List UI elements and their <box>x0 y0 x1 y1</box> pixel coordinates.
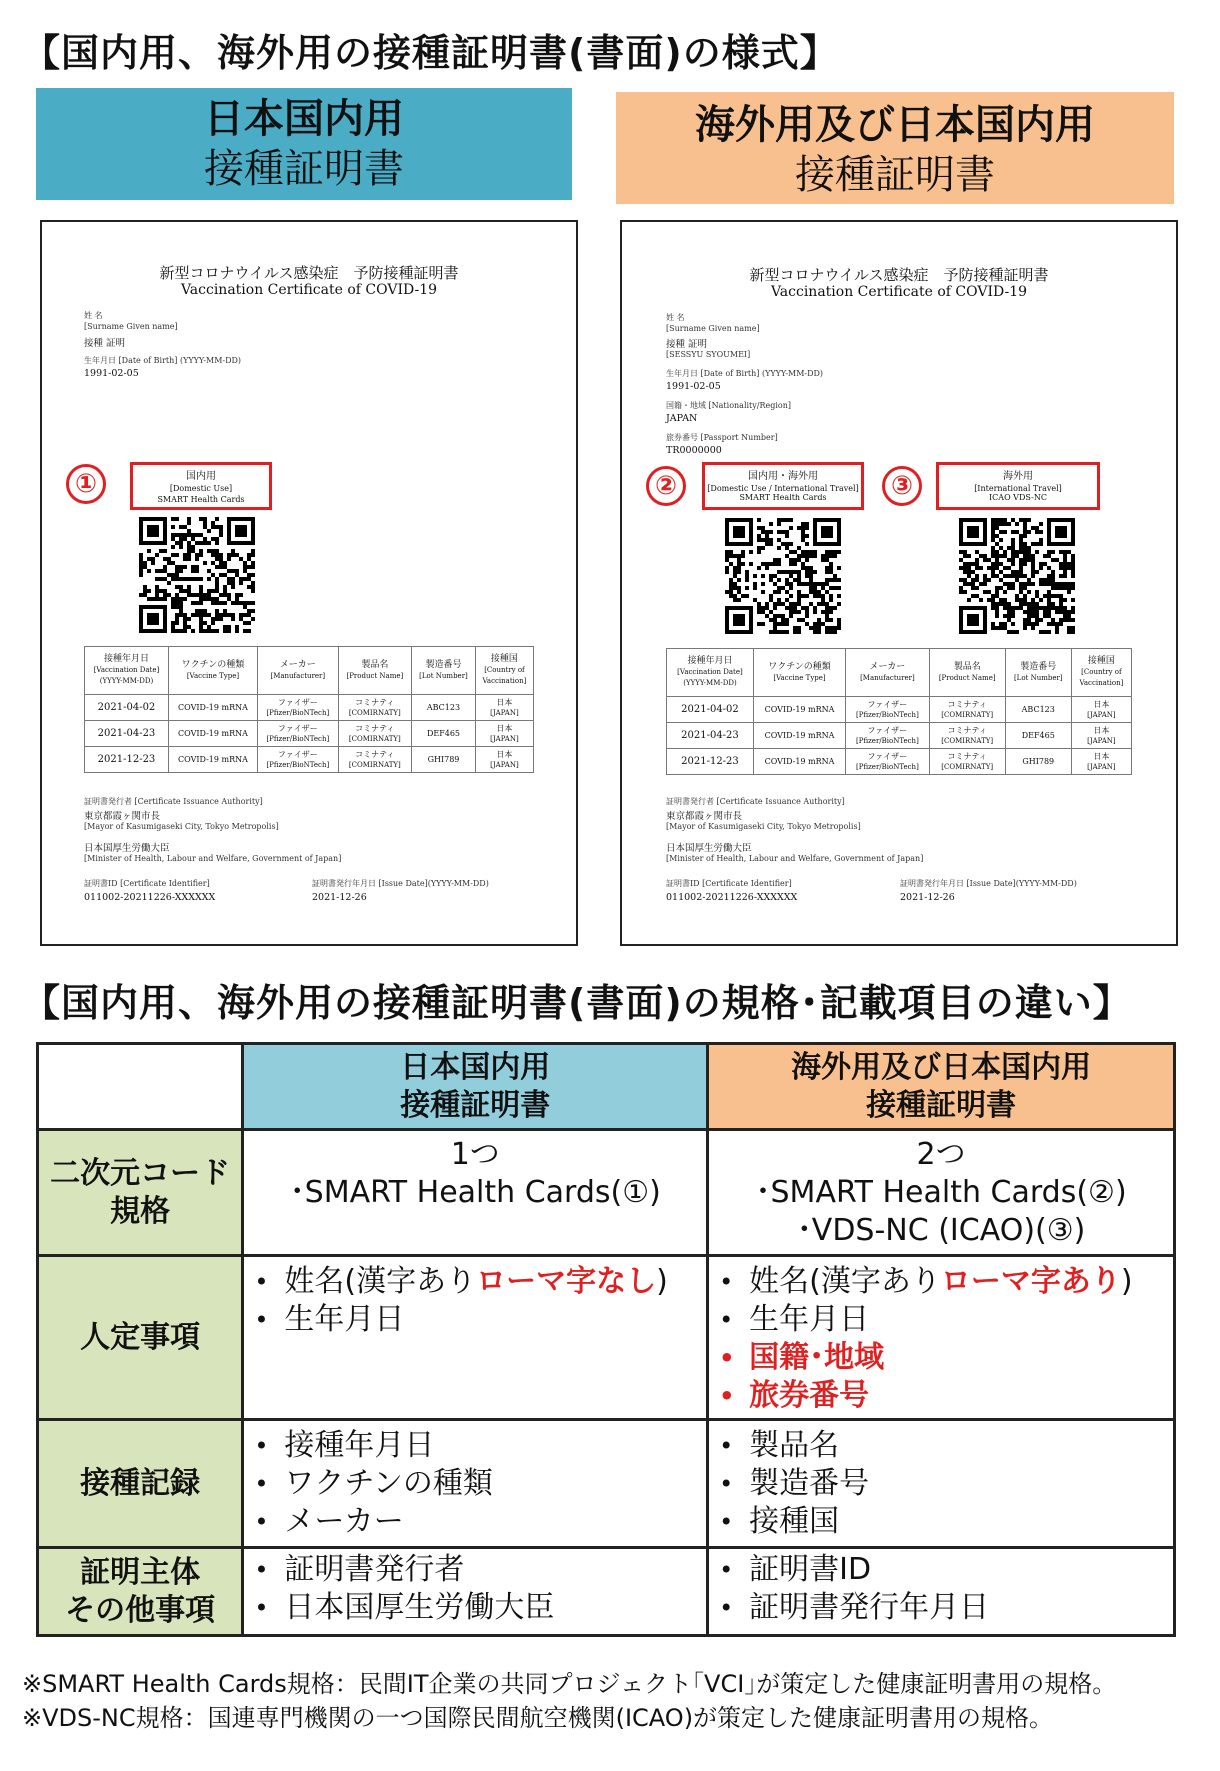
cell-text: [JAPAN] <box>490 734 519 743</box>
cell-l2: ･SMART Health Cards(②) <box>755 1174 1127 1210</box>
dob-label: 生年月日 [Date of Birth] (YYYY-MM-DD) <box>666 369 824 378</box>
cell-text: GHI789 <box>1022 756 1055 766</box>
bullet-dob: • 生年月日 <box>254 1301 706 1339</box>
cell-text: COVID-19 mRNA <box>178 728 248 738</box>
bullet-item: • メーカー <box>254 1503 706 1541</box>
vaccination-cell <box>667 749 754 775</box>
vaccination-cell <box>475 721 533 747</box>
vaccination-cell <box>412 695 476 721</box>
qr-label-l2: [International Travel] <box>974 484 1062 493</box>
issuer-value-en: [Mayor of Kasumigaseki City, Tokyo Metropolis] <box>666 822 861 831</box>
header-line: [Manufacturer] <box>270 671 326 680</box>
cell-text: DEF465 <box>1021 730 1055 740</box>
header-line: 接種年月日 <box>103 654 149 664</box>
header-line: 製造番号 <box>1020 661 1057 672</box>
cell-personal-overseas <box>708 1256 1175 1420</box>
cell-text: 2021-04-02 <box>97 701 156 713</box>
bullet-item: • ワクチンの種類 <box>254 1465 706 1503</box>
header-line: Vaccination] <box>1079 679 1124 687</box>
cell-text: ABC123 <box>426 702 461 712</box>
cell-text: GHI789 <box>427 754 460 764</box>
header-line: 製品名 <box>361 659 389 670</box>
vaccination-cell <box>1005 697 1071 723</box>
vaccination-cell <box>168 747 257 773</box>
cell-text: [COMIRNATY] <box>941 736 994 745</box>
bullet-item: • 証明書発行年月日 <box>719 1589 1173 1627</box>
cell-record-domestic <box>243 1420 708 1548</box>
cell-text: [COMIRNATY] <box>348 760 401 769</box>
cell-text: ファイザー <box>867 725 908 735</box>
cell-text: ファイザー <box>867 699 908 709</box>
corner-cell <box>38 1044 243 1130</box>
cell-text: [COMIRNATY] <box>348 708 401 717</box>
passport-label: 旅券番号 [Passport Number] <box>666 433 778 442</box>
vaccination-col-header <box>929 649 1005 697</box>
header-line: [Country of <box>1081 668 1122 676</box>
banner-overseas <box>616 92 1174 204</box>
minister-en: [Minister of Health, Labour and Welfare, Government of Japan] <box>666 854 924 863</box>
cell-record-overseas <box>708 1420 1175 1548</box>
vaccination-table-overseas <box>666 648 1132 775</box>
banner-overseas-line2: 接種証明書 <box>795 152 995 198</box>
vaccination-col-header <box>846 649 930 697</box>
banner-domestic <box>36 88 572 200</box>
cell-text: 日本 <box>1093 699 1110 709</box>
header-line: [Product Name] <box>346 671 404 680</box>
vaccination-cell <box>1005 749 1071 775</box>
vaccination-row <box>667 723 1132 749</box>
col-head-domestic-l1: 日本国内用 <box>400 1049 551 1085</box>
cell-text: 日本 <box>1093 725 1110 735</box>
cert-id-label: 証明書ID [Certificate Identifier] <box>666 879 792 888</box>
with-roman-highlight: ローマ字あり <box>940 1264 1121 1299</box>
cell-text: COVID-19 mRNA <box>178 754 248 764</box>
header-line: 接種年月日 <box>687 656 733 666</box>
bullet-name: • 姓名(漢字ありローマ字あり) <box>719 1263 1173 1301</box>
qr-label-l1: 国内用・海外用 <box>748 471 818 482</box>
cell-text: コミナティ <box>947 699 987 709</box>
vaccination-row <box>667 749 1132 775</box>
name-value: 接種 証明 <box>666 339 708 350</box>
col-head-domestic-l2: 接種証明書 <box>400 1087 551 1123</box>
cell-l2: ･SMART Health Cards(①) <box>289 1174 661 1210</box>
cell-text: [Pfizer/BioNTech] <box>856 736 919 745</box>
row-head-2d-code <box>38 1130 243 1256</box>
qr-code-overseas-vdsnc <box>956 518 1078 634</box>
cell-issuer-domestic <box>243 1548 708 1636</box>
marker-1: ① <box>66 464 106 504</box>
vaccination-row <box>85 695 534 721</box>
header-line: メーカー <box>279 659 316 670</box>
cell-text: [JAPAN] <box>1087 762 1116 771</box>
vaccination-col-header <box>85 647 169 695</box>
cell-text: [JAPAN] <box>1087 736 1116 745</box>
cell-text: コミナティ <box>355 697 395 707</box>
passport-value: TR0000000 <box>666 445 722 456</box>
vaccination-cell <box>475 747 533 773</box>
banner-domestic-line1: 日本国内用 <box>204 96 404 142</box>
banner-overseas-line1: 海外用及び日本国内用 <box>695 102 1095 148</box>
cert-id-value: 011002-20211226-XXXXXX <box>666 892 798 903</box>
cell-text: コミナティ <box>355 749 395 759</box>
nationality-value: JAPAN <box>666 413 698 424</box>
minister-en: [Minister of Health, Labour and Welfare, Government of Japan] <box>84 854 342 863</box>
cell-text: ファイザー <box>867 751 908 761</box>
cell-text: COVID-19 mRNA <box>764 756 835 766</box>
qr-label-box-domestic <box>130 462 272 510</box>
header-line: [Country of <box>484 666 525 674</box>
vaccination-cell <box>338 721 411 747</box>
vaccination-cell <box>753 749 845 775</box>
vaccination-row <box>85 747 534 773</box>
bullet-item: • 接種年月日 <box>254 1427 706 1465</box>
row-personal-info <box>38 1256 1175 1420</box>
cell-text: 日本 <box>496 723 513 733</box>
header-line: 製造番号 <box>425 659 462 670</box>
header-line: ワクチンの種類 <box>181 659 245 670</box>
dob-value: 1991-02-05 <box>666 381 721 392</box>
cell-text: [Pfizer/BioNTech] <box>266 708 330 717</box>
cell-personal-domestic <box>243 1256 708 1420</box>
dob-value: 1991-02-05 <box>84 368 139 379</box>
cell-text: [Pfizer/BioNTech] <box>266 734 330 743</box>
cell-text: 2021-04-23 <box>97 727 156 739</box>
bullet-passport: • 旅券番号 <box>719 1377 1173 1415</box>
cell-text: [Pfizer/BioNTech] <box>856 710 919 719</box>
cell-text: ABC123 <box>1021 704 1055 714</box>
cert-id-label: 証明書ID [Certificate Identifier] <box>84 879 210 888</box>
header-line: メーカー <box>869 661 906 672</box>
vaccination-table-domestic <box>84 646 534 773</box>
comparison-header-row <box>38 1044 1175 1130</box>
vaccination-cell <box>257 695 338 721</box>
vaccination-row <box>85 721 534 747</box>
qr-label-box-overseas-a <box>702 462 864 510</box>
bullet-item: • 日本国厚生労働大臣 <box>254 1589 706 1627</box>
col-head-overseas-l1: 海外用及び日本国内用 <box>791 1049 1092 1085</box>
cell-l1: 2つ <box>916 1136 966 1172</box>
row-head-issuer-l2: その他事項 <box>65 1592 216 1628</box>
header-line: ワクチンの種類 <box>768 661 831 672</box>
vaccination-col-header <box>753 649 845 697</box>
cell-text: COVID-19 mRNA <box>764 704 835 714</box>
marker-3: ③ <box>882 466 922 506</box>
header-line: [Vaccination Date] <box>677 668 743 676</box>
row-head-2d-code-l2: 規格 <box>110 1193 171 1229</box>
vaccination-cell <box>667 723 754 749</box>
vaccination-col-header <box>338 647 411 695</box>
vaccination-col-header <box>257 647 338 695</box>
certificate-overseas <box>620 220 1178 946</box>
qr-label-l2: [Domestic Use / International Travel] <box>707 484 859 493</box>
cell-text: DEF465 <box>426 728 461 738</box>
vaccination-cell <box>412 721 476 747</box>
vaccination-cell <box>846 723 930 749</box>
qr-label-l3: ICAO VDS-NC <box>989 494 1047 502</box>
header-line: [Vaccine Type] <box>186 671 240 680</box>
vaccination-col-header <box>667 649 754 697</box>
cell-text: ファイザー <box>277 723 318 733</box>
footnote-shc: ※SMART Health Cards規格：民間IT企業の共同プロジェクト｢VCI｣が策定した健康証明書用の規格。 <box>22 1670 1117 1698</box>
bullet-item: • 証明書ID <box>719 1551 1173 1589</box>
vaccination-cell <box>753 697 845 723</box>
issuer-value: 東京都霞ヶ関市長 <box>666 811 743 822</box>
header-line: [Vaccination Date] <box>93 666 160 674</box>
row-head-issuer-l1: 証明主体 <box>80 1554 201 1590</box>
qr-label-l1: 国内用 <box>186 471 216 482</box>
vaccination-cell <box>412 747 476 773</box>
vaccination-cell <box>753 723 845 749</box>
header-line: (YYYY-MM-DD) <box>683 679 737 687</box>
cell-text: [JAPAN] <box>1087 710 1116 719</box>
header-line: (YYYY-MM-DD) <box>99 677 154 685</box>
vaccination-cell <box>257 747 338 773</box>
header-line: [Lot Number] <box>419 671 468 680</box>
section-heading-formats: 【国内用、海外用の接種証明書(書面)の様式】 <box>22 31 839 75</box>
comparison-table <box>36 1042 1176 1637</box>
cell-text: 日本 <box>1093 751 1110 761</box>
issuer-label: 証明書発行者 [Certificate Issuance Authority] <box>666 797 845 806</box>
vaccination-col-header <box>1005 649 1071 697</box>
vaccination-col-header <box>412 647 476 695</box>
bullet-nationality: • 国籍･地域 <box>719 1339 1173 1377</box>
vaccination-cell <box>1071 723 1131 749</box>
cell-2d-code-overseas <box>708 1130 1175 1256</box>
qr-label-l2: [Domestic Use] <box>169 484 233 493</box>
vaccination-cell <box>168 695 257 721</box>
vaccination-cell <box>85 695 169 721</box>
cell-text: 2021-12-23 <box>97 753 156 765</box>
qr-code-domestic <box>136 517 258 633</box>
col-head-domestic <box>243 1044 708 1130</box>
cell-2d-code-domestic <box>243 1130 708 1256</box>
issue-date-label: 証明書発行年月日 [Issue Date](YYYY-MM-DD) <box>900 879 1077 888</box>
bullet-item: • 製造番号 <box>719 1465 1173 1503</box>
cell-text: COVID-19 mRNA <box>178 702 248 712</box>
header-line: 接種国 <box>490 654 518 664</box>
cert-title-en: Vaccination Certificate of COVID-19 <box>180 282 438 298</box>
vaccination-cell <box>846 697 930 723</box>
qr-label-l1: 海外用 <box>1003 471 1033 482</box>
col-head-overseas-l2: 接種証明書 <box>866 1087 1017 1123</box>
name-label: 姓 名 <box>666 313 685 322</box>
issuer-label: 証明書発行者 [Certificate Issuance Authority] <box>84 797 263 806</box>
vaccination-cell <box>929 723 1005 749</box>
row-head-issuer-other <box>38 1548 243 1636</box>
vaccination-col-header <box>168 647 257 695</box>
row-issuer-other <box>38 1548 1175 1636</box>
minister: 日本国厚生労働大臣 <box>666 843 752 854</box>
issue-date-value: 2021-12-26 <box>900 892 955 903</box>
cell-l1: 1つ <box>450 1136 500 1172</box>
vaccination-cell <box>475 695 533 721</box>
cert-title-en: Vaccination Certificate of COVID-19 <box>770 284 1028 300</box>
cell-text: 2021-04-23 <box>681 729 739 741</box>
vaccination-cell <box>667 697 754 723</box>
name-value: 接種 証明 <box>84 338 126 349</box>
vaccination-cell <box>929 697 1005 723</box>
cert-title-jp: 新型コロナウイルス感染症 予防接種証明書 <box>159 264 459 282</box>
vaccination-cell <box>929 749 1005 775</box>
cell-issuer-overseas <box>708 1548 1175 1636</box>
qr-label-l3: SMART Health Cards <box>739 494 827 502</box>
header-line: [Vaccine Type] <box>773 673 826 682</box>
cell-text: [COMIRNATY] <box>941 762 994 771</box>
qr-code-overseas-shc <box>722 518 844 634</box>
row-head-vaccination-record: 接種記録 <box>38 1420 243 1548</box>
certificate-domestic <box>40 220 578 946</box>
header-line: 接種国 <box>1087 656 1115 666</box>
vaccination-cell <box>1071 697 1131 723</box>
vaccination-cell <box>85 747 169 773</box>
name-roman: [SESSYU SYOUMEI] <box>666 350 751 359</box>
name-label-en: [Surname Given name] <box>666 324 760 333</box>
qr-label-box-overseas-b <box>936 462 1100 510</box>
cell-text: [Pfizer/BioNTech] <box>856 762 919 771</box>
bullet-item: • 接種国 <box>719 1503 1173 1541</box>
vaccination-cell <box>338 747 411 773</box>
cell-text: [JAPAN] <box>490 708 519 717</box>
vaccination-cell <box>846 749 930 775</box>
row-2d-code <box>38 1130 1175 1256</box>
cert-title-jp: 新型コロナウイルス感染症 予防接種証明書 <box>749 266 1049 284</box>
row-vaccination-record <box>38 1420 1175 1548</box>
no-roman-highlight: ローマ字なし <box>476 1264 657 1299</box>
cell-text: [COMIRNATY] <box>348 734 401 743</box>
vaccination-cell <box>338 695 411 721</box>
vaccination-col-header <box>475 647 533 695</box>
dob-label: 生年月日 [Date of Birth] (YYYY-MM-DD) <box>84 356 242 365</box>
cell-text: [COMIRNATY] <box>941 710 994 719</box>
cell-text: 日本 <box>496 697 513 707</box>
bullet-item: • 製品名 <box>719 1427 1173 1465</box>
row-head-personal-info: 人定事項 <box>38 1256 243 1420</box>
vaccination-cell <box>168 721 257 747</box>
cert-id-value: 011002-20211226-XXXXXX <box>84 892 216 903</box>
cell-text: 2021-04-02 <box>681 703 739 715</box>
header-line: [Product Name] <box>938 673 996 682</box>
issuer-value-en: [Mayor of Kasumigaseki City, Tokyo Metropolis] <box>84 822 279 831</box>
cell-text: [JAPAN] <box>490 760 519 769</box>
issue-date-label: 証明書発行年月日 [Issue Date](YYYY-MM-DD) <box>312 879 489 888</box>
vaccination-col-header <box>1071 649 1131 697</box>
header-line: Vaccination] <box>482 677 527 685</box>
footnote-vdsnc: ※VDS-NC規格：国連専門機関の一つ国際民間航空機関(ICAO)が策定した健康証明書用の規格。 <box>22 1704 1054 1732</box>
cell-text: ファイザー <box>277 749 318 759</box>
banner-domestic-line2: 接種証明書 <box>204 146 404 192</box>
cell-text: コミナティ <box>355 723 395 733</box>
row-head-2d-code-l1: 二次元コード <box>50 1155 231 1191</box>
name-label-en: [Surname Given name] <box>84 322 178 331</box>
issue-date-value: 2021-12-26 <box>312 892 367 903</box>
cell-text: 日本 <box>496 749 513 759</box>
vaccination-cell <box>1005 723 1071 749</box>
vaccination-row <box>667 697 1132 723</box>
header-line: 製品名 <box>953 661 981 672</box>
cell-l3: ･VDS-NC (ICAO)(③) <box>796 1212 1086 1248</box>
bullet-item: • 証明書発行者 <box>254 1551 706 1589</box>
cell-text: コミナティ <box>947 751 987 761</box>
bullet-name: • 姓名(漢字ありローマ字なし) <box>254 1263 706 1301</box>
header-line: [Lot Number] <box>1013 673 1063 682</box>
qr-label-l3: SMART Health Cards <box>157 495 245 504</box>
col-head-overseas <box>708 1044 1175 1130</box>
cell-text: 2021-12-23 <box>681 755 739 767</box>
vaccination-cell <box>1071 749 1131 775</box>
cell-text: コミナティ <box>947 725 987 735</box>
cell-text: ファイザー <box>277 697 318 707</box>
section-heading-differences: 【国内用、海外用の接種証明書(書面)の規格･記載項目の違い】 <box>22 981 1132 1025</box>
name-label: 姓 名 <box>84 311 103 320</box>
vaccination-cell <box>85 721 169 747</box>
issuer-value: 東京都霞ヶ関市長 <box>84 811 161 822</box>
nationality-label: 国籍・地域 [Nationality/Region] <box>666 401 792 410</box>
header-line: [Manufacturer] <box>860 673 915 682</box>
marker-2: ② <box>646 466 686 506</box>
minister: 日本国厚生労働大臣 <box>84 843 170 854</box>
bullet-dob: • 生年月日 <box>719 1301 1173 1339</box>
vaccination-cell <box>257 721 338 747</box>
cell-text: [Pfizer/BioNTech] <box>266 760 330 769</box>
cell-text: COVID-19 mRNA <box>764 730 835 740</box>
